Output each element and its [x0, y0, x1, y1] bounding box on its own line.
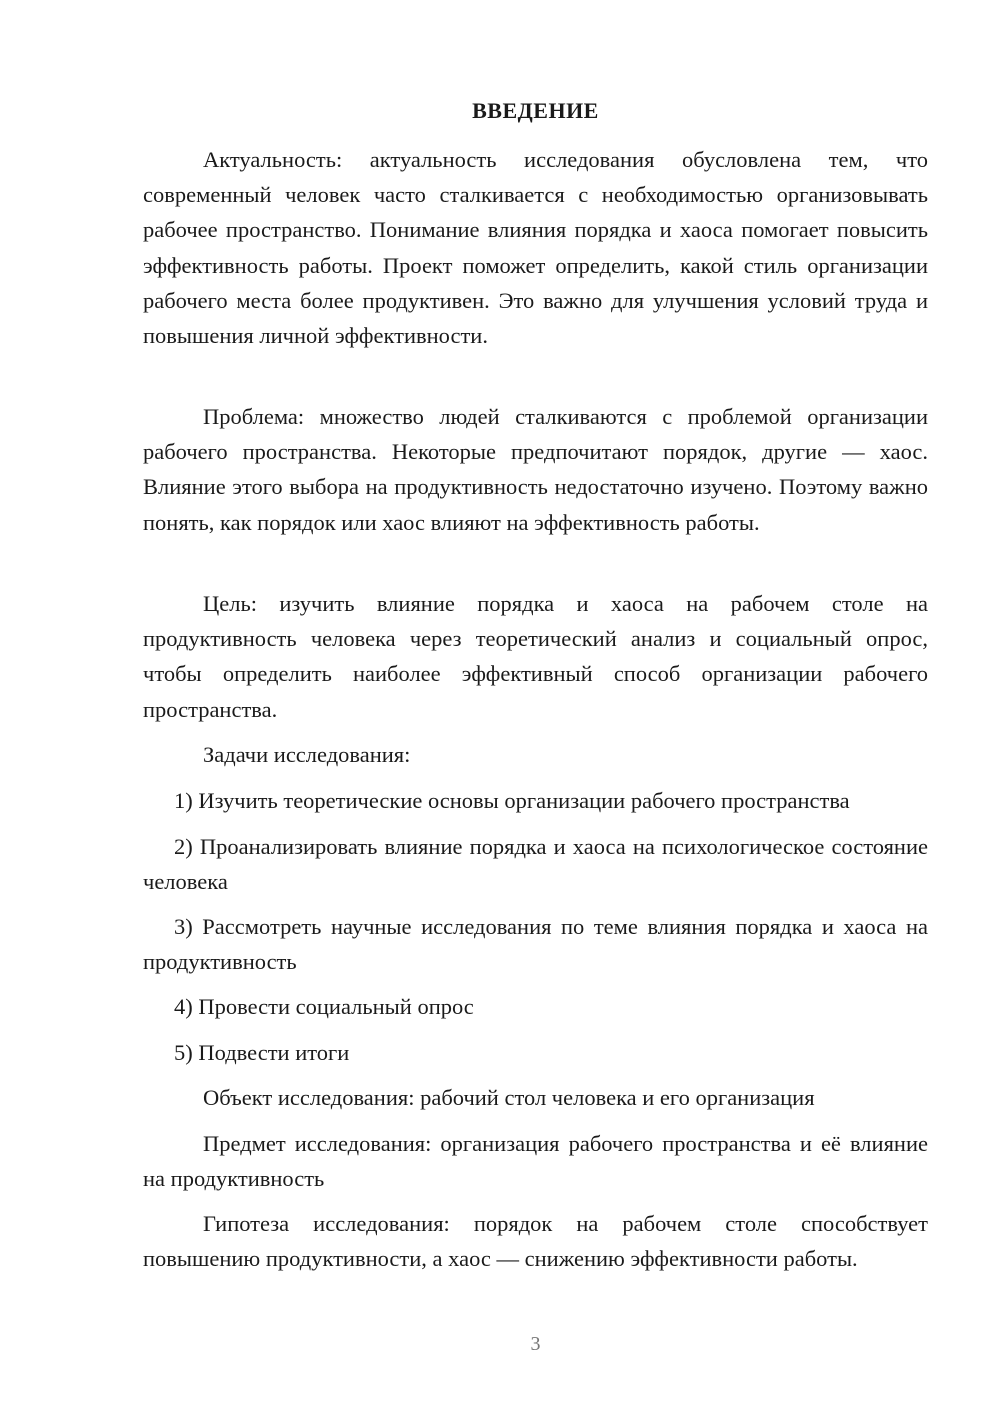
relevance-paragraph: Актуальность: актуальность исследования обусловлена тем, что современный человек часто сталкивается с необходимостью организовывать рабочее пространство. Понимание влияния порядка и хаоса помогает повысить эффективность работы. Проект поможет определить, какой стиль организации рабочего места более продуктивен. Это важно для улучшения условий труда и повышения личной эффективности.: [143, 147, 928, 349]
page-title: ВВЕДЕНИЕ: [472, 98, 599, 123]
task-item-5: 5) Подвести итоги: [174, 1040, 350, 1065]
goal-paragraph: Цель: изучить влияние порядка и хаоса на рабочем столе на продуктивность человека через теоретический анализ и социальный опрос, чтобы определить наиболее эффективный способ организации рабочего пространства.: [143, 591, 928, 722]
object-paragraph: Объект исследования: рабочий стол человека и его организация: [203, 1085, 815, 1110]
task-item-3: 3) Рассмотреть научные исследования по теме влияния порядка и хаоса на продуктивность: [143, 914, 928, 975]
hypothesis-paragraph: Гипотеза исследования: порядок на рабочем столе способствует повышению продуктивности, а хаос — снижению эффективности работы.: [143, 1211, 928, 1272]
problem-paragraph: Проблема: множество людей сталкиваются с проблемой организации рабочего пространства. Некоторые предпочитают порядок, другие — хаос. Влияние этого выбора на продуктивность недостаточно изучено. Поэтому важно понять, как порядок или хаос влияют на эффективность работы.: [143, 404, 928, 535]
task-item-4: 4) Провести социальный опрос: [174, 994, 474, 1019]
task-item-2: 2) Проанализировать влияние порядка и хаоса на психологическое состояние человека: [143, 834, 928, 895]
subject-paragraph: Предмет исследования: организация рабочего пространства и её влияние на продуктивность: [143, 1131, 928, 1192]
document-page: [143, 0, 928, 1414]
tasks-heading: Задачи исследования:: [203, 742, 411, 767]
task-item-1: 1) Изучить теоретические основы организации рабочего пространства: [174, 788, 850, 813]
page-number: 3: [530, 1333, 541, 1355]
